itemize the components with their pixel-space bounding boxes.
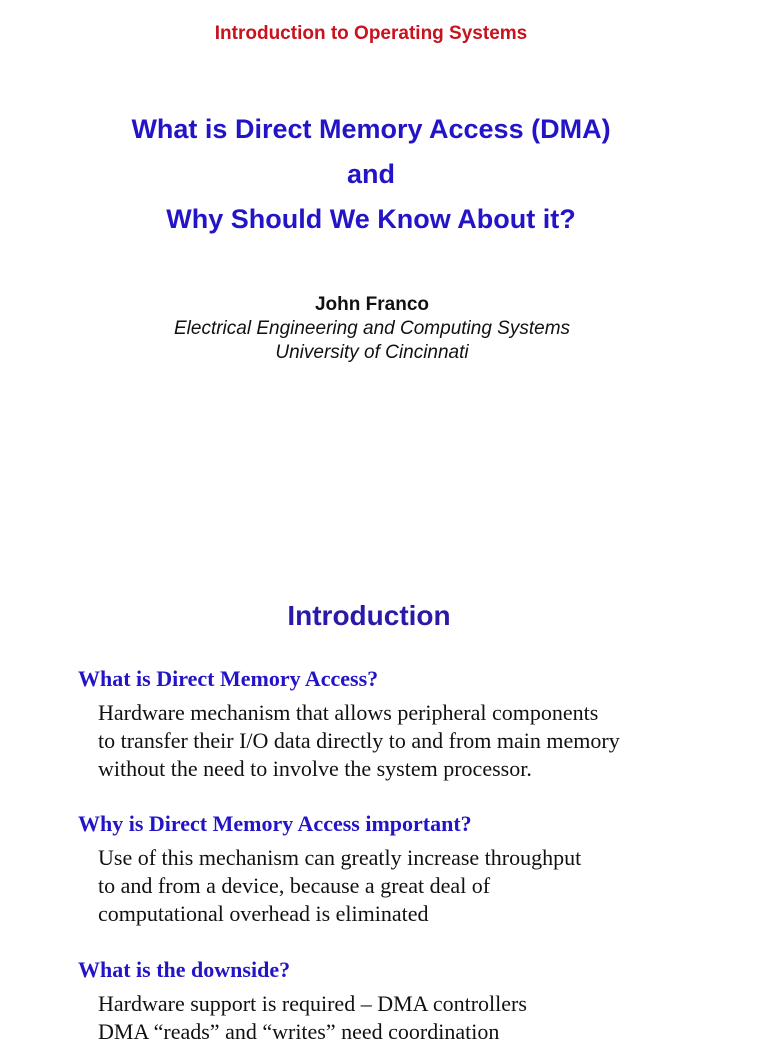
qa-item (78, 810, 738, 928)
answer-line: without the need to involve the system processor. (98, 756, 532, 781)
title-line-2: and (346, 159, 395, 189)
author-block (0, 293, 744, 365)
author-name: John Franco (314, 294, 429, 315)
answer-line: Use of this mechanism can greatly increase throughput (98, 845, 582, 870)
author-department: Electrical Engineering and Computing Systems (173, 318, 571, 339)
title-line-3: Why Should We Know About it? (166, 204, 576, 234)
question: What is the downside? (78, 957, 291, 982)
answer-line: Hardware support is required – DMA controllers (98, 991, 527, 1016)
document-title (0, 107, 742, 242)
qa-item (78, 665, 738, 783)
answer-line: Hardware mechanism that allows peripheral components (98, 700, 599, 725)
answer-line: to transfer their I/O data directly to and from main memory (98, 728, 620, 753)
answer (78, 990, 738, 1046)
answer-line: DMA “reads” and “writes” need coordination (98, 1019, 500, 1044)
qa-item (78, 956, 738, 1046)
answer-line: computational overhead is eliminated (98, 901, 429, 926)
author-university: University of Cincinnati (275, 342, 469, 363)
question: Why is Direct Memory Access important? (78, 811, 472, 836)
answer-line: to and from a device, because a great deal of (98, 873, 491, 898)
title-line-1: What is Direct Memory Access (DMA) (131, 114, 611, 144)
section-heading: Introduction (287, 600, 451, 631)
answer (78, 844, 738, 928)
course-title: Introduction to Operating Systems (214, 23, 528, 44)
question: What is Direct Memory Access? (78, 666, 379, 691)
answer (78, 699, 738, 783)
